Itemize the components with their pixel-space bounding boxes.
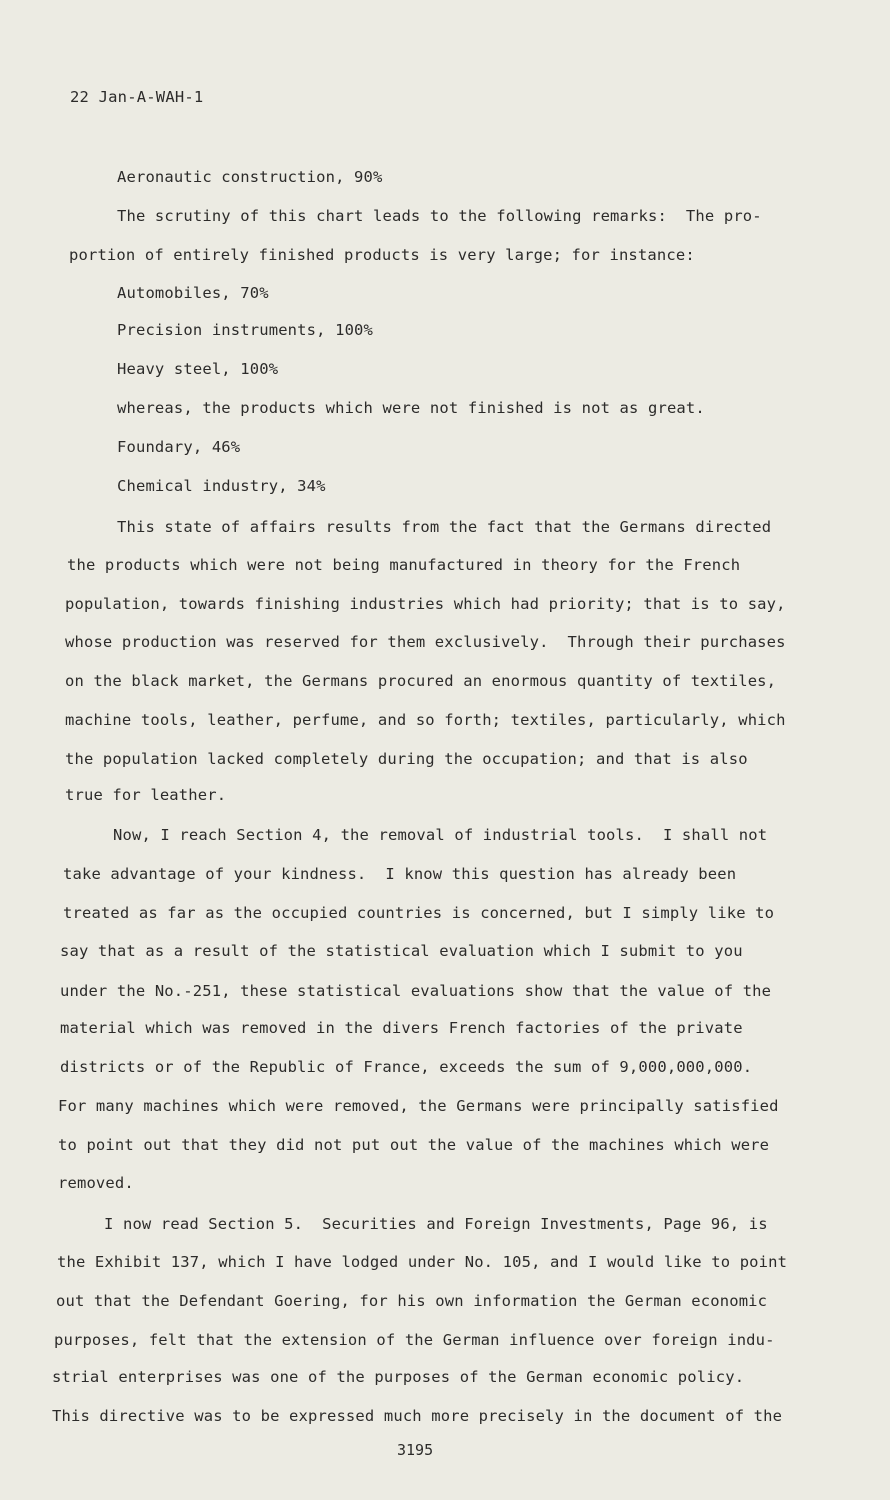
text-line: say that as a result of the statistical evaluation which I submit to you [60,942,743,960]
text-line: Precision instruments, 100% [117,321,374,339]
text-line: This directive was to be expressed much more precisely in the document of the [52,1407,783,1425]
text-line: For many machines which were removed, the Germans were principally satisfied [58,1097,779,1115]
text-line: removed. [58,1174,134,1192]
text-line: Now, I reach Section 4, the removal of industrial tools. I shall not [113,826,768,844]
text-line: under the No.-251, these statistical evaluations show that the value of the [60,982,772,1000]
text-line: on the black market, the Germans procured an enormous quantity of textiles, [65,672,777,690]
text-line: strial enterprises was one of the purposes of the German economic policy. [52,1368,745,1386]
text-line: to point out that they did not put out the value of the machines which were [58,1136,770,1154]
text-line: portion of entirely finished products is very large; for instance: [69,246,695,264]
text-line: Chemical industry, 34% [117,477,326,495]
text-line: The scrutiny of this chart leads to the following remarks: The pro- [117,207,762,225]
text-line: Automobiles, 70% [117,284,269,302]
text-line: I now read Section 5. Securities and Foreign Investments, Page 96, is [104,1215,768,1233]
text-line: whose production was reserved for them exclusively. Through their purchases [65,633,786,651]
text-line: Heavy steel, 100% [117,360,279,378]
text-line: treated as far as the occupied countries is concerned, but I simply like to [63,904,775,922]
text-line: material which was removed in the divers French factories of the private [60,1019,743,1037]
text-line: Aeronautic construction, 90% [117,168,383,186]
text-line: out that the Defendant Goering, for his own information the German economic [56,1292,768,1310]
text-line: population, towards finishing industries which had priority; that is to say, [65,595,786,613]
text-line: the products which were not being manufactured in theory for the French [67,556,741,574]
page-number: 3195 [397,1441,434,1459]
text-line: Foundary, 46% [117,438,241,456]
text-line: the population lacked completely during the occupation; and that is also [65,750,748,768]
text-line: whereas, the products which were not finished is not as great. [117,399,705,417]
text-line: take advantage of your kindness. I know this question has already been [63,865,737,883]
text-line: true for leather. [65,786,227,804]
text-line: districts or of the Republic of France, exceeds the sum of 9,000,000,000. [60,1058,753,1076]
text-line: machine tools, leather, perfume, and so forth; textiles, particularly, which [65,711,786,729]
text-line: purposes, felt that the extension of the German influence over foreign indu- [54,1331,775,1349]
document-reference: 22 Jan-A-WAH-1 [70,88,204,106]
text-line: the Exhibit 137, which I have lodged under No. 105, and I would like to point [57,1253,788,1271]
text-line: This state of affairs results from the fact that the Germans directed [117,518,772,536]
